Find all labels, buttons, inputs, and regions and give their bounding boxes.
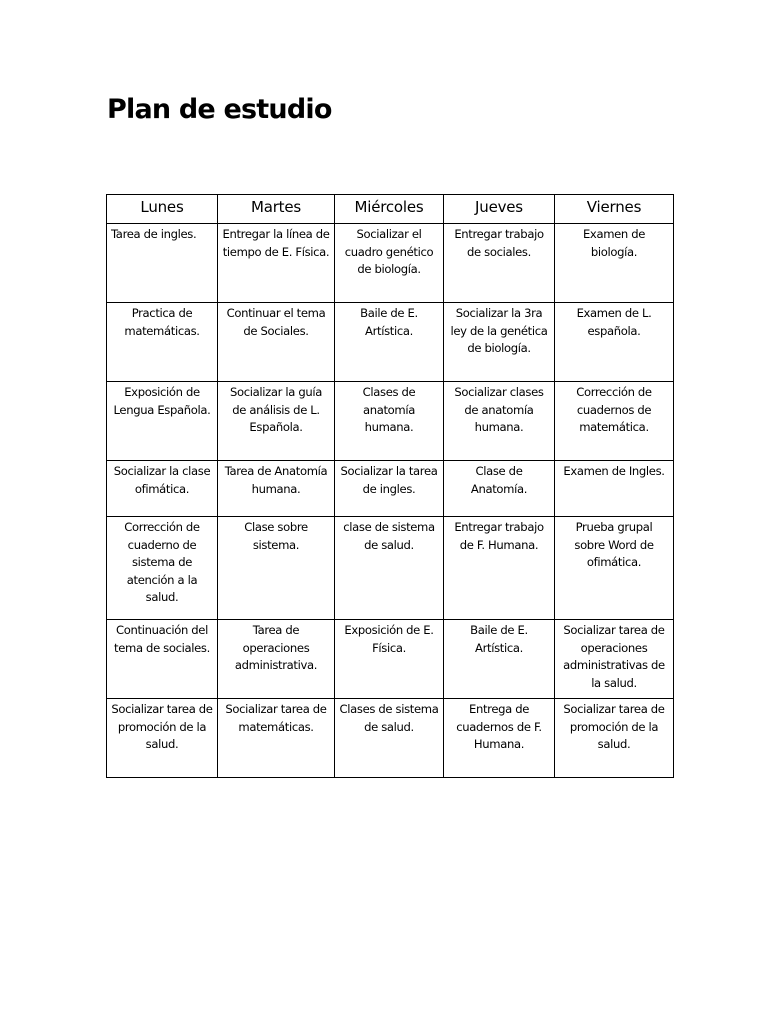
table-row [107, 461, 674, 517]
table-cell: Examen de Ingles. [555, 461, 674, 517]
header-jueves: Jueves [444, 195, 555, 224]
table-cell: Entregar trabajo de sociales. [444, 224, 555, 303]
header-viernes: Viernes [555, 195, 674, 224]
table-cell: Baile de E. Artística. [444, 620, 555, 699]
header-row [107, 195, 674, 224]
table-cell: Baile de E. Artística. [335, 303, 444, 382]
table-cell: Examen de L. española. [555, 303, 674, 382]
table-cell: Clase de Anatomía. [444, 461, 555, 517]
table-cell: Corrección de cuaderno de sistema de atención a la salud. [107, 517, 218, 620]
table-cell: Entregar la línea de tiempo de E. Física. [218, 224, 335, 303]
table-cell: Examen de biología. [555, 224, 674, 303]
table-cell: Socializar tarea de operaciones administrativas de la salud. [555, 620, 674, 699]
table-cell: Socializar tarea de promoción de la salud. [107, 699, 218, 778]
table-cell: Clases de sistema de salud. [335, 699, 444, 778]
table-cell: Socializar la clase ofimática. [107, 461, 218, 517]
table-row [107, 620, 674, 699]
table-row [107, 517, 674, 620]
header-martes: Martes [218, 195, 335, 224]
table-cell: Continuación del tema de sociales. [107, 620, 218, 699]
table-cell: Tarea de Anatomía humana. [218, 461, 335, 517]
table-row [107, 699, 674, 778]
table-cell: Socializar la guía de análisis de L. Española. [218, 382, 335, 461]
table-row [107, 303, 674, 382]
table-cell: Exposición de E. Física. [335, 620, 444, 699]
table-cell: Tarea de operaciones administrativa. [218, 620, 335, 699]
table-cell: Socializar el cuadro genético de biología. [335, 224, 444, 303]
table-cell: Clases de anatomía humana. [335, 382, 444, 461]
table-cell: Exposición de Lengua Española. [107, 382, 218, 461]
study-plan-table [106, 194, 674, 778]
table-cell: clase de sistema de salud. [335, 517, 444, 620]
page-title: Plan de estudio [107, 94, 332, 125]
table-cell: Entregar trabajo de F. Humana. [444, 517, 555, 620]
table-cell: Continuar el tema de Sociales. [218, 303, 335, 382]
table-cell: Prueba grupal sobre Word de ofimática. [555, 517, 674, 620]
table-header [107, 195, 674, 224]
table-cell: Socializar clases de anatomía humana. [444, 382, 555, 461]
table-cell: Socializar tarea de promoción de la salud. [555, 699, 674, 778]
table-cell: Entrega de cuadernos de F. Humana. [444, 699, 555, 778]
table-cell: Clase sobre sistema. [218, 517, 335, 620]
header-lunes: Lunes [107, 195, 218, 224]
table-cell: Socializar la tarea de ingles. [335, 461, 444, 517]
table-row [107, 224, 674, 303]
header-miercoles: Miércoles [335, 195, 444, 224]
table-body [107, 224, 674, 778]
table-cell: Corrección de cuadernos de matemática. [555, 382, 674, 461]
table-cell: Tarea de ingles. [107, 224, 218, 303]
table-cell: Practica de matemáticas. [107, 303, 218, 382]
table-cell: Socializar tarea de matemáticas. [218, 699, 335, 778]
table-row [107, 382, 674, 461]
table-cell: Socializar la 3ra ley de la genética de biología. [444, 303, 555, 382]
